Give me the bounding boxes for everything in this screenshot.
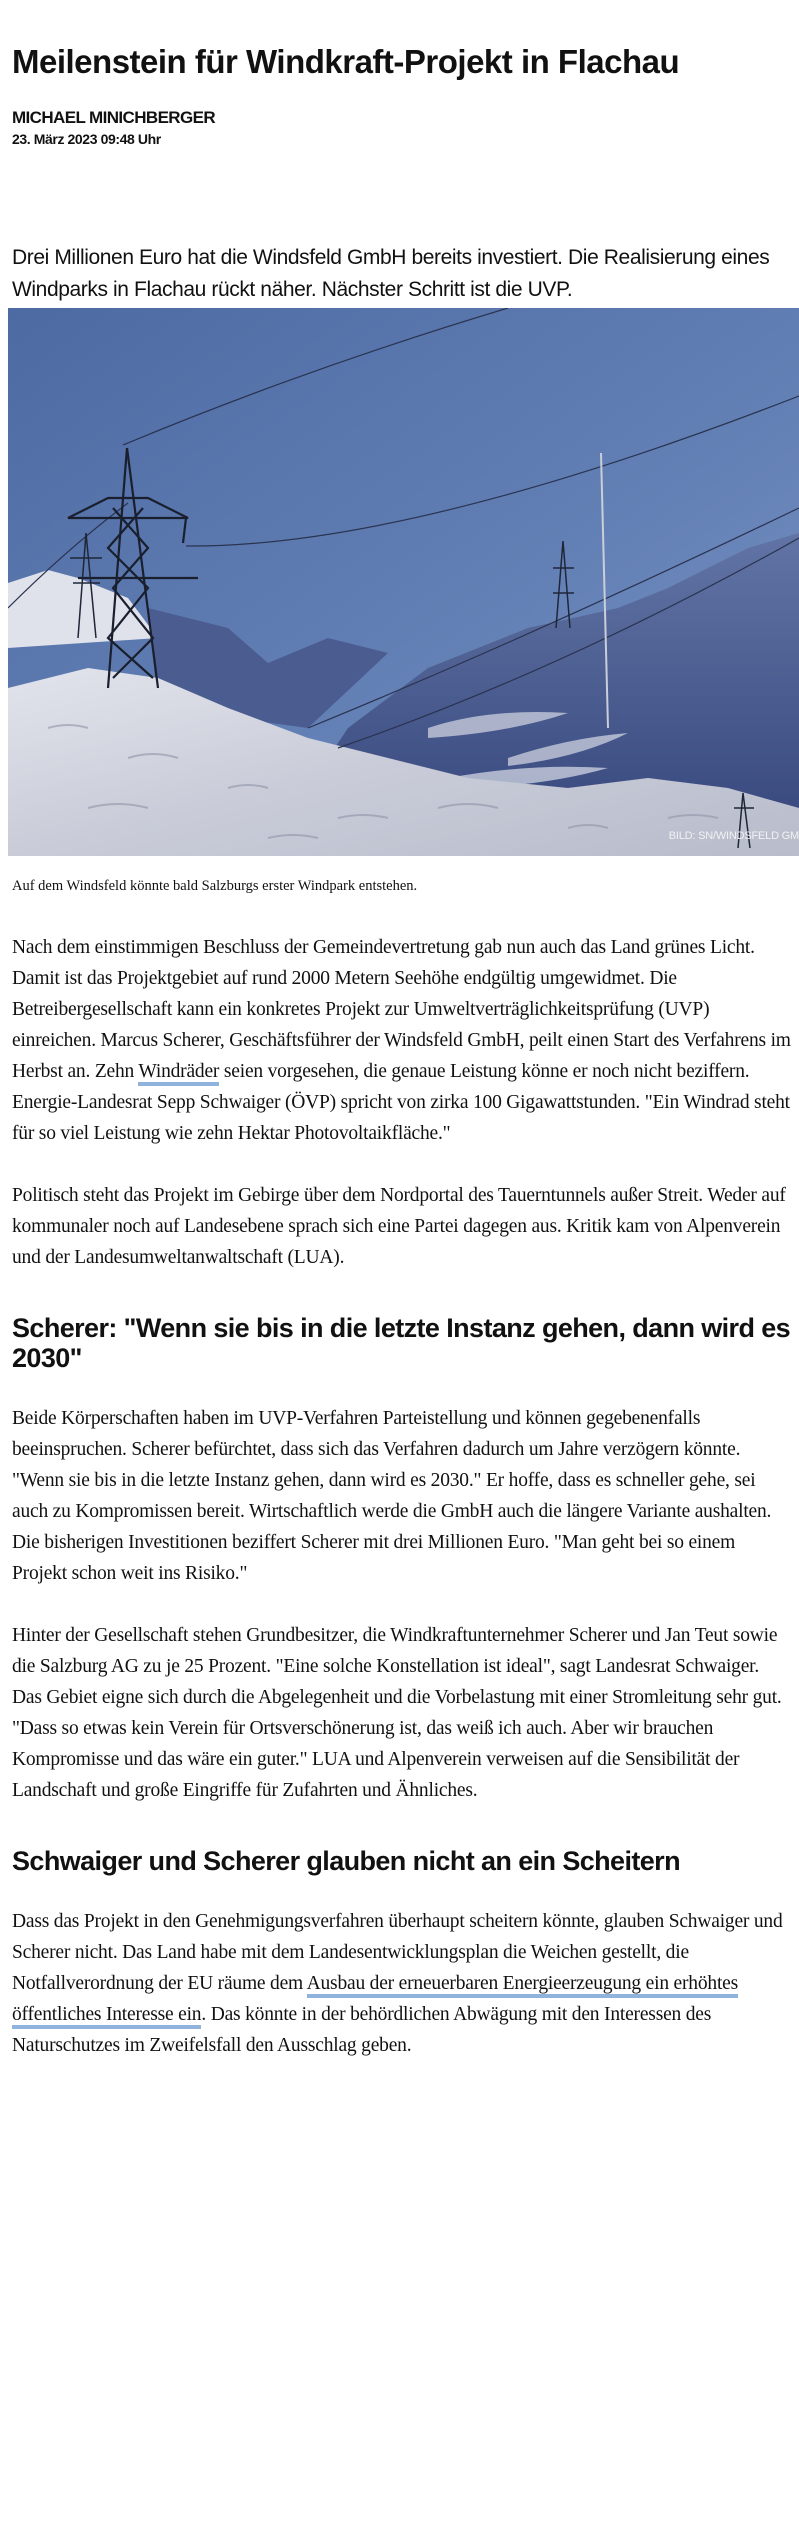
image-caption: Auf dem Windsfeld könnte bald Salzburgs erster Windpark entstehen. [12, 878, 418, 894]
publish-date: 23. März 2023 09:48 Uhr [12, 131, 161, 147]
windraeder-link[interactable]: Windräder [138, 1061, 219, 1086]
subheading-1: Scherer: "Wenn sie bis in die letzte Instanz gehen, dann wird es 2030" [12, 1313, 791, 1373]
author-name[interactable]: MICHAEL MINICHBERGER [12, 108, 216, 127]
article-image[interactable] [8, 308, 799, 856]
renewable-energy-link[interactable]: Ausbau der erneuerbaren Energieerzeugung ein erhöhtes öffentliches Interesse ein [12, 1973, 738, 2029]
article-title: Meilenstein für Windkraft-Projekt in Flachau [12, 43, 680, 80]
image-credit: BILD: SN/WINDSFELD GM [668, 830, 799, 842]
paragraph-5-text-b: . Das könnte in der behördlichen Abwägung mit den Interessen des Naturschutzes im Zweifelsfall den Ausschlag geben. [12, 2004, 712, 2056]
paragraph-2: Politisch steht das Projekt im Gebirge über dem Nordportal des Tauerntunnels außer Streit. Weder auf kommunaler noch auf Landesebene sprach sich eine Partei dagegen aus. Kritik kam von Alpenverein und der Landesumweltanwaltschaft (LUA). [12, 1185, 786, 1268]
subheading-2: Schwaiger und Scherer glauben nicht an ein Scheitern [12, 1846, 680, 1876]
paragraph-5 [12, 1906, 791, 2061]
paragraph-1-text-b: seien vorgesehen, die genaue Leistung könne er noch nicht beziffern. Energie-Landesrat Sepp Schwaiger (ÖVP) spricht von zirka 100 Gigawattstunden. "Ein Windrad steht für so viel Leistung wie zehn Hektar Photovoltaikfläche." [12, 1061, 790, 1144]
article-lead: Drei Millionen Euro hat die Windsfeld GmbH bereits investiert. Die Realisierung eines Windparks in Flachau rückt näher. Nächster Schritt ist die UVP. [12, 246, 770, 301]
paragraph-4: Hinter der Gesellschaft stehen Grundbesitzer, die Windkraftunternehmer Scherer und Jan Teut sowie die Salzburg AG zu je 25 Prozent. "Eine solche Konstellation ist ideal", sagt Landesrat Schwaiger. Das Gebiet eigne sich durch die Abgelegenheit und die Vorbelastung mit einer Stromleitung sehr gut. "Dass so etwas kein Verein für Ortsverschönerung ist, das weiß ich auch. Aber wir brauchen Kompromisse und das wäre ein guter." LUA und Alpenverein verweisen auf die Sensibilität der Landschaft und große Eingriffe für Zufahrten und Ähnliches. [12, 1625, 782, 1801]
landscape-photo [8, 308, 799, 856]
paragraph-1-text-a: Nach dem einstimmigen Beschluss der Gemeindevertretung gab nun auch das Land grünes Licht. Damit ist das Projektgebiet auf rund 2000 Metern Seehöhe endgültig umgewidmet. Die Betreibergesellschaft kann ein konkretes Projekt zur Umweltverträglichkeitsprüfung (UVP) einreichen. Marcus Scherer, Geschäftsführer der Windsfeld GmbH, peilt einen Start des Verfahrens im Herbst an. Zehn [12, 937, 791, 1082]
paragraph-5-text-a: Dass das Projekt in den Genehmigungsverfahren überhaupt scheitern könnte, glauben Schwaiger und Scherer nicht. Das Land habe mit dem Landesentwicklungsplan die Weichen gestellt, die Notfallverordnung der EU räume dem [12, 1911, 783, 1994]
paragraph-3: Beide Körperschaften haben im UVP-Verfahren Parteistellung und können gegebenenfalls beeinspruchen. Scherer befürchtet, dass sich das Verfahren dadurch um Jahre verzögern könnte. "Wenn sie bis in die letzte Instanz gehen, dann wird es 2030." Er hoffe, dass es schneller gehe, sei auch zu Kompromissen bereit. Wirtschaftlich werde die GmbH auch die längere Variante aushalten. Die bisherigen Investitionen beziffert Scherer mit drei Millionen Euro. "Man geht bei so einem Projekt schon weit ins Risiko." [12, 1408, 772, 1584]
paragraph-1 [12, 932, 791, 1149]
